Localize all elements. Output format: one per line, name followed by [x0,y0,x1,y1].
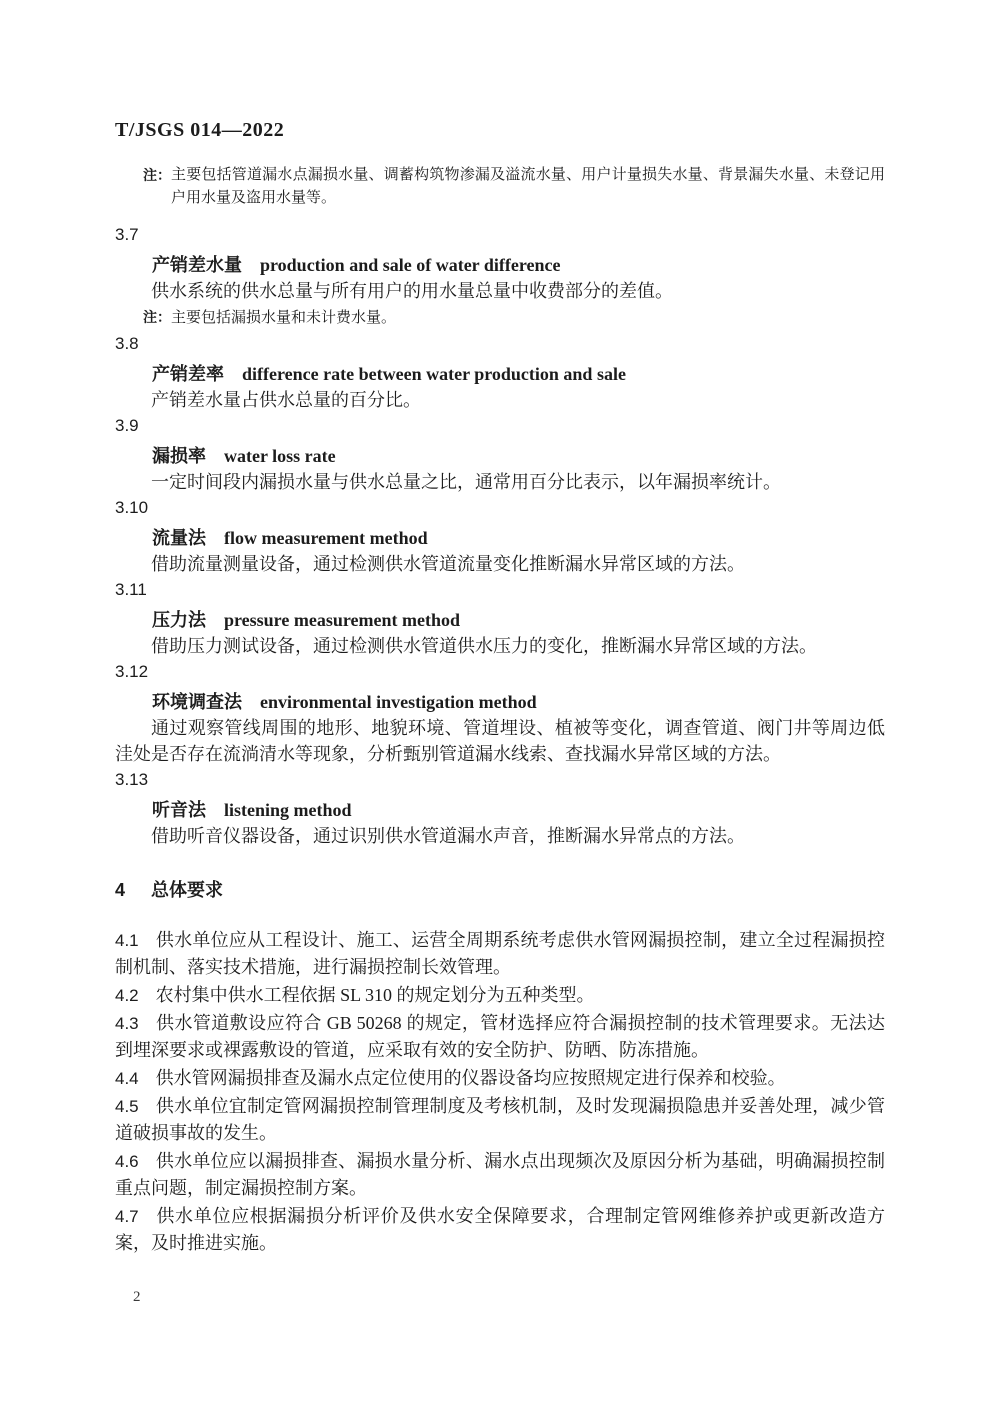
term-chinese: 听音法 [152,800,206,820]
term-number: 3.7 [115,225,139,244]
term-definition: 借助流量测量设备，通过检测供水管道流量变化推断漏水异常区域的方法。 [151,554,745,574]
clause-text: 供水单位应以漏损排查、漏损水量分析、漏水点出现频次及原因分析为基础，明确漏损控制重点问题，制定漏损控制方案。 [115,1151,885,1198]
term-entry [115,767,885,849]
clause-text: 供水单位宜制定管网漏损控制管理制度及考核机制，及时发现漏损隐患并妥善处理，减少管道破损事故的发生。 [115,1096,885,1143]
term-number: 3.13 [115,770,149,789]
term-title-line [115,252,885,278]
chapter-number: 4 [115,880,126,900]
page-content [115,118,885,1258]
term-definition: 产销差水量占供水总量的百分比。 [151,390,421,410]
term-number: 3.10 [115,498,149,517]
term-english: production and sale of water difference [260,255,561,275]
term-title-line [115,443,885,469]
note-paragraph [115,164,885,210]
term-title-line [115,361,885,387]
term-title-line [115,689,885,715]
term-note [115,305,885,330]
term-title-line [115,797,885,823]
clauses-section [115,927,885,1257]
clause-number: 4.1 [115,931,139,950]
term-entry [115,659,885,767]
clause-text: 农村集中供水工程依据 SL 310 的规定划分为五种类型。 [155,985,595,1005]
clause-paragraph [115,1010,885,1064]
term-definition: 供水系统的供水总量与所有用户的用水量总量中收费部分的差值。 [151,281,673,301]
clause-number: 4.7 [115,1207,139,1226]
term-title-line [115,525,885,551]
note-label: 注： [143,309,171,325]
clause-paragraph [115,1065,885,1092]
term-chinese: 产销差水量 [152,255,242,275]
term-title-line [115,607,885,633]
running-header-doc-code: T/JSGS 014—2022 [115,119,285,141]
clause-text: 供水单位应根据漏损分析评价及供水安全保障要求，合理制定管网维修养护或更新改造方案，及时推进实施。 [115,1206,885,1253]
term-english: difference rate between water production and sale [242,364,626,384]
clause-paragraph [115,1203,885,1257]
term-english: pressure measurement method [224,610,460,630]
term-english: listening method [224,800,352,820]
clause-paragraph [115,1148,885,1202]
term-definition: 借助听音仪器设备，通过识别供水管道漏水声音，推断漏水异常点的方法。 [151,826,745,846]
term-chinese: 环境调查法 [152,692,242,712]
term-english: flow measurement method [224,528,428,548]
clause-number: 4.6 [115,1152,139,1171]
term-definition: 借助压力测试设备，通过检测供水管道供水压力的变化，推断漏水异常区域的方法。 [151,636,817,656]
term-entry [115,331,885,413]
term-chinese: 压力法 [152,610,206,630]
term-chinese: 产销差率 [152,364,224,384]
term-definition: 一定时间段内漏损水量与供水总量之比，通常用百分比表示，以年漏损率统计。 [151,472,781,492]
note-text: 主要包括漏损水量和未计费水量。 [171,310,397,326]
clause-text: 供水管网漏损排查及漏水点定位使用的仪器设备均应按照规定进行保养和校验。 [155,1068,786,1088]
clause-text: 供水单位应从工程设计、施工、运营全周期系统考虑供水管网漏损控制，建立全过程漏损控制机制、落实技术措施，进行漏损控制长效管理。 [115,930,885,977]
clause-number: 4.3 [115,1014,139,1033]
term-number: 3.8 [115,334,139,353]
term-chinese: 流量法 [152,528,206,548]
term-number: 3.9 [115,416,139,435]
term-entry [115,495,885,577]
page-number: 2 [133,1289,141,1305]
clause-number: 4.2 [115,986,139,1005]
term-number: 3.11 [115,580,147,599]
term-chinese: 漏损率 [152,446,206,466]
note-label: 注： [143,167,171,183]
term-entry [115,577,885,659]
term-definition: 通过观察管线周围的地形、地貌环境、管道埋设、植被等变化，调查管道、阀门井等周边低洼处是否存在流淌清水等现象，分析甄别管道漏水线索、查找漏水异常区域的方法。 [115,718,885,764]
chapter-title: 总体要求 [151,880,224,900]
note-text: 主要包括管道漏水点漏损水量、调蓄构筑物渗漏及溢流水量、用户计量损失水量、背景漏失水量、未登记用户用水量及盗用水量等。 [171,167,885,206]
term-english: environmental investigation method [260,692,537,712]
clause-number: 4.4 [115,1069,139,1088]
clause-paragraph [115,1093,885,1147]
clause-paragraph [115,927,885,981]
clause-number: 4.5 [115,1097,139,1116]
term-entry [115,222,885,330]
clause-paragraph [115,982,885,1009]
terms-section [115,222,885,849]
clause-text: 供水管道敷设应符合 GB 50268 的规定，管材选择应符合漏损控制的技术管理要求。无法达到埋深要求或裸露敷设的管道，应采取有效的安全防护、防晒、防冻措施。 [115,1013,885,1060]
term-english: water loss rate [224,446,336,466]
term-entry [115,413,885,495]
chapter-heading [115,877,885,903]
term-number: 3.12 [115,662,149,681]
